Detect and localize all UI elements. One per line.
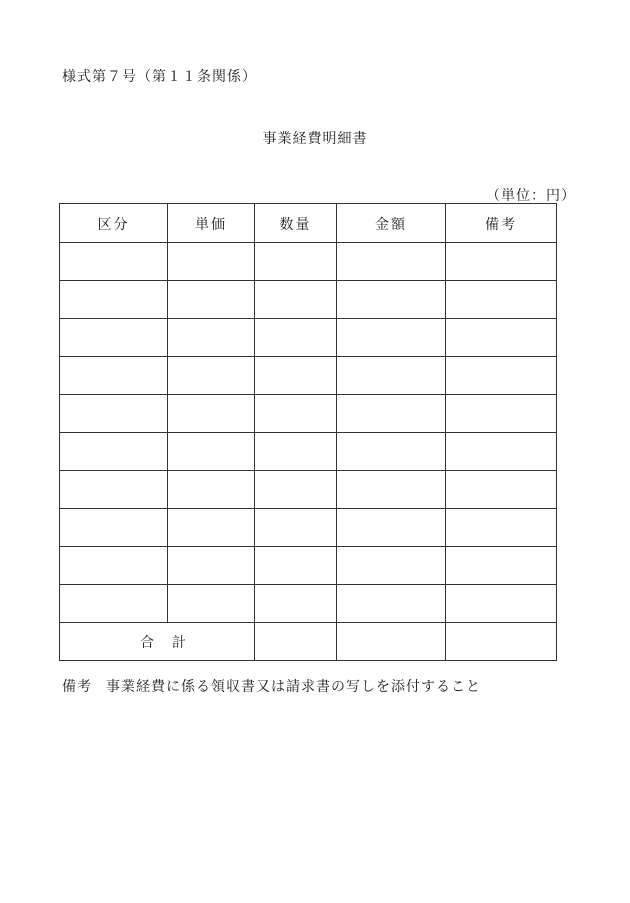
category-cell[interactable] xyxy=(60,281,168,319)
unit-label: （単位：円） xyxy=(486,188,576,204)
header-amount: 金額 xyxy=(337,204,446,243)
quantity-cell[interactable] xyxy=(255,547,337,585)
quantity-cell[interactable] xyxy=(255,585,337,623)
table-row xyxy=(60,281,557,319)
remark-text: 事業経費に係る領収書又は請求書の写しを添付すること xyxy=(106,679,481,695)
header-category: 区分 xyxy=(60,204,168,243)
unit-price-cell[interactable] xyxy=(168,281,255,319)
notes-cell[interactable] xyxy=(446,395,557,433)
total-amount-cell[interactable] xyxy=(337,623,446,661)
table-row xyxy=(60,433,557,471)
notes-cell[interactable] xyxy=(446,319,557,357)
header-notes: 備考 xyxy=(446,204,557,243)
category-cell[interactable] xyxy=(60,319,168,357)
unit-price-cell[interactable] xyxy=(168,509,255,547)
unit-price-cell[interactable] xyxy=(168,433,255,471)
quantity-cell[interactable] xyxy=(255,319,337,357)
notes-cell[interactable] xyxy=(446,433,557,471)
amount-cell[interactable] xyxy=(337,547,446,585)
category-cell[interactable] xyxy=(60,243,168,281)
expense-detail-table xyxy=(59,203,557,661)
unit-price-cell[interactable] xyxy=(168,585,255,623)
unit-price-cell[interactable] xyxy=(168,471,255,509)
total-quantity-cell[interactable] xyxy=(255,623,337,661)
notes-cell[interactable] xyxy=(446,243,557,281)
quantity-cell[interactable] xyxy=(255,281,337,319)
unit-price-cell[interactable] xyxy=(168,357,255,395)
category-cell[interactable] xyxy=(60,547,168,585)
notes-cell[interactable] xyxy=(446,471,557,509)
header-unit-price: 単価 xyxy=(168,204,255,243)
table-body xyxy=(60,243,557,623)
quantity-cell[interactable] xyxy=(255,395,337,433)
unit-price-cell[interactable] xyxy=(168,243,255,281)
quantity-cell[interactable] xyxy=(255,509,337,547)
form-number: 様式第７号（第１１条関係） xyxy=(62,69,257,85)
unit-price-cell[interactable] xyxy=(168,547,255,585)
amount-cell[interactable] xyxy=(337,471,446,509)
notes-cell[interactable] xyxy=(446,357,557,395)
unit-price-cell[interactable] xyxy=(168,395,255,433)
quantity-cell[interactable] xyxy=(255,243,337,281)
table-row xyxy=(60,547,557,585)
amount-cell[interactable] xyxy=(337,357,446,395)
category-cell[interactable] xyxy=(60,509,168,547)
category-cell[interactable] xyxy=(60,433,168,471)
amount-cell[interactable] xyxy=(337,433,446,471)
notes-cell[interactable] xyxy=(446,585,557,623)
table-row xyxy=(60,509,557,547)
amount-cell[interactable] xyxy=(337,395,446,433)
notes-cell[interactable] xyxy=(446,509,557,547)
table-row xyxy=(60,395,557,433)
amount-cell[interactable] xyxy=(337,319,446,357)
table-header-row xyxy=(60,204,557,243)
quantity-cell[interactable] xyxy=(255,471,337,509)
amount-cell[interactable] xyxy=(337,243,446,281)
notes-cell[interactable] xyxy=(446,547,557,585)
table-row xyxy=(60,319,557,357)
amount-cell[interactable] xyxy=(337,585,446,623)
table-row xyxy=(60,243,557,281)
remark-label: 備考 xyxy=(62,679,92,695)
quantity-cell[interactable] xyxy=(255,357,337,395)
category-cell[interactable] xyxy=(60,395,168,433)
total-row xyxy=(60,623,557,661)
category-cell[interactable] xyxy=(60,585,168,623)
table-row xyxy=(60,585,557,623)
remark xyxy=(62,676,481,696)
table-row xyxy=(60,471,557,509)
total-label: 合 計 xyxy=(60,623,255,661)
notes-cell[interactable] xyxy=(446,281,557,319)
amount-cell[interactable] xyxy=(337,509,446,547)
category-cell[interactable] xyxy=(60,357,168,395)
document-title: 事業経費明細書 xyxy=(262,131,368,147)
amount-cell[interactable] xyxy=(337,281,446,319)
total-notes-cell[interactable] xyxy=(446,623,557,661)
category-cell[interactable] xyxy=(60,471,168,509)
header-quantity: 数量 xyxy=(255,204,337,243)
unit-price-cell[interactable] xyxy=(168,319,255,357)
quantity-cell[interactable] xyxy=(255,433,337,471)
table-row xyxy=(60,357,557,395)
